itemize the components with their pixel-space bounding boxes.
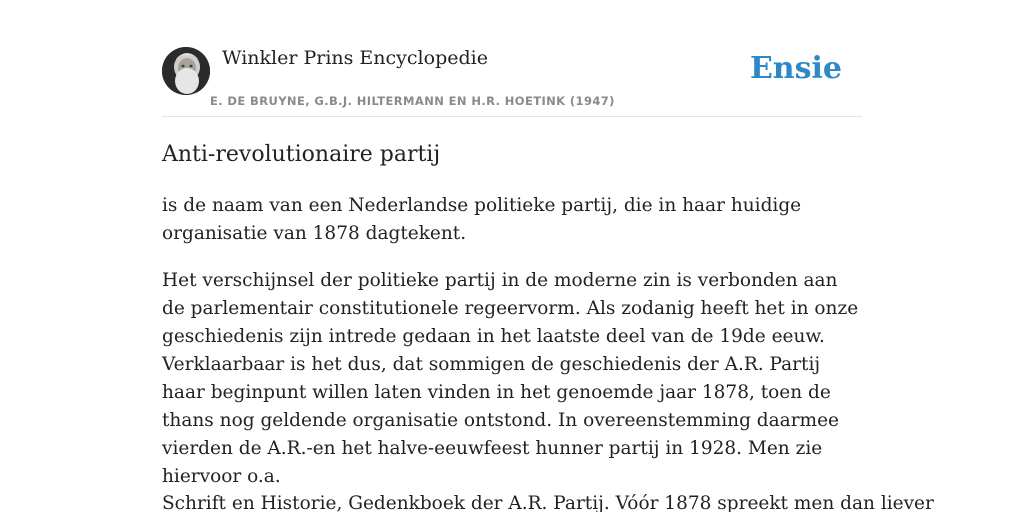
article-paragraph: is de naam van een Nederlandse politieke partij, die in haar huidige organisatie van 1878 dagtekent.: [162, 195, 802, 244]
source-title[interactable]: Winkler Prins Encyclopedie: [222, 47, 488, 69]
entry-title: Anti-revolutionaire partij: [162, 142, 441, 167]
ensie-logo[interactable]: Ensie: [749, 51, 842, 86]
portrait-image: [162, 47, 210, 95]
page-container: [162, 0, 934, 512]
article-paragraph: Het verschijnsel der politieke partij in de moderne zin is verbonden aan de parlementair constitutionele regeervorm. Als zodanig heeft het in onze geschiedenis zijn intrede gedaan in het laatste deel van de 19de eeuw. Verklaarbaar is het dus, dat sommigen de geschiedenis der A.R. Partij haar beginpunt willen laten vinden in het genoemde jaar 1878, toen de thans nog geldende organisatie ontstond. In overeenstemming daarmee vierden de A.R.-en het halve-eeuwfeest hunner partij in 1928. Men zie hiervoor o.a.: [162, 270, 859, 487]
article-paragraph: Schrift en Historie, Gedenkboek der A.R. Partij. Vóór 1878 spreekt men dan liever: [162, 493, 934, 512]
source-authors: E. DE BRUYNE, G.B.J. HILTERMANN EN H.R. HOETINK (1947): [210, 94, 615, 108]
source-header: [162, 0, 862, 117]
author-avatar[interactable]: [162, 47, 210, 95]
